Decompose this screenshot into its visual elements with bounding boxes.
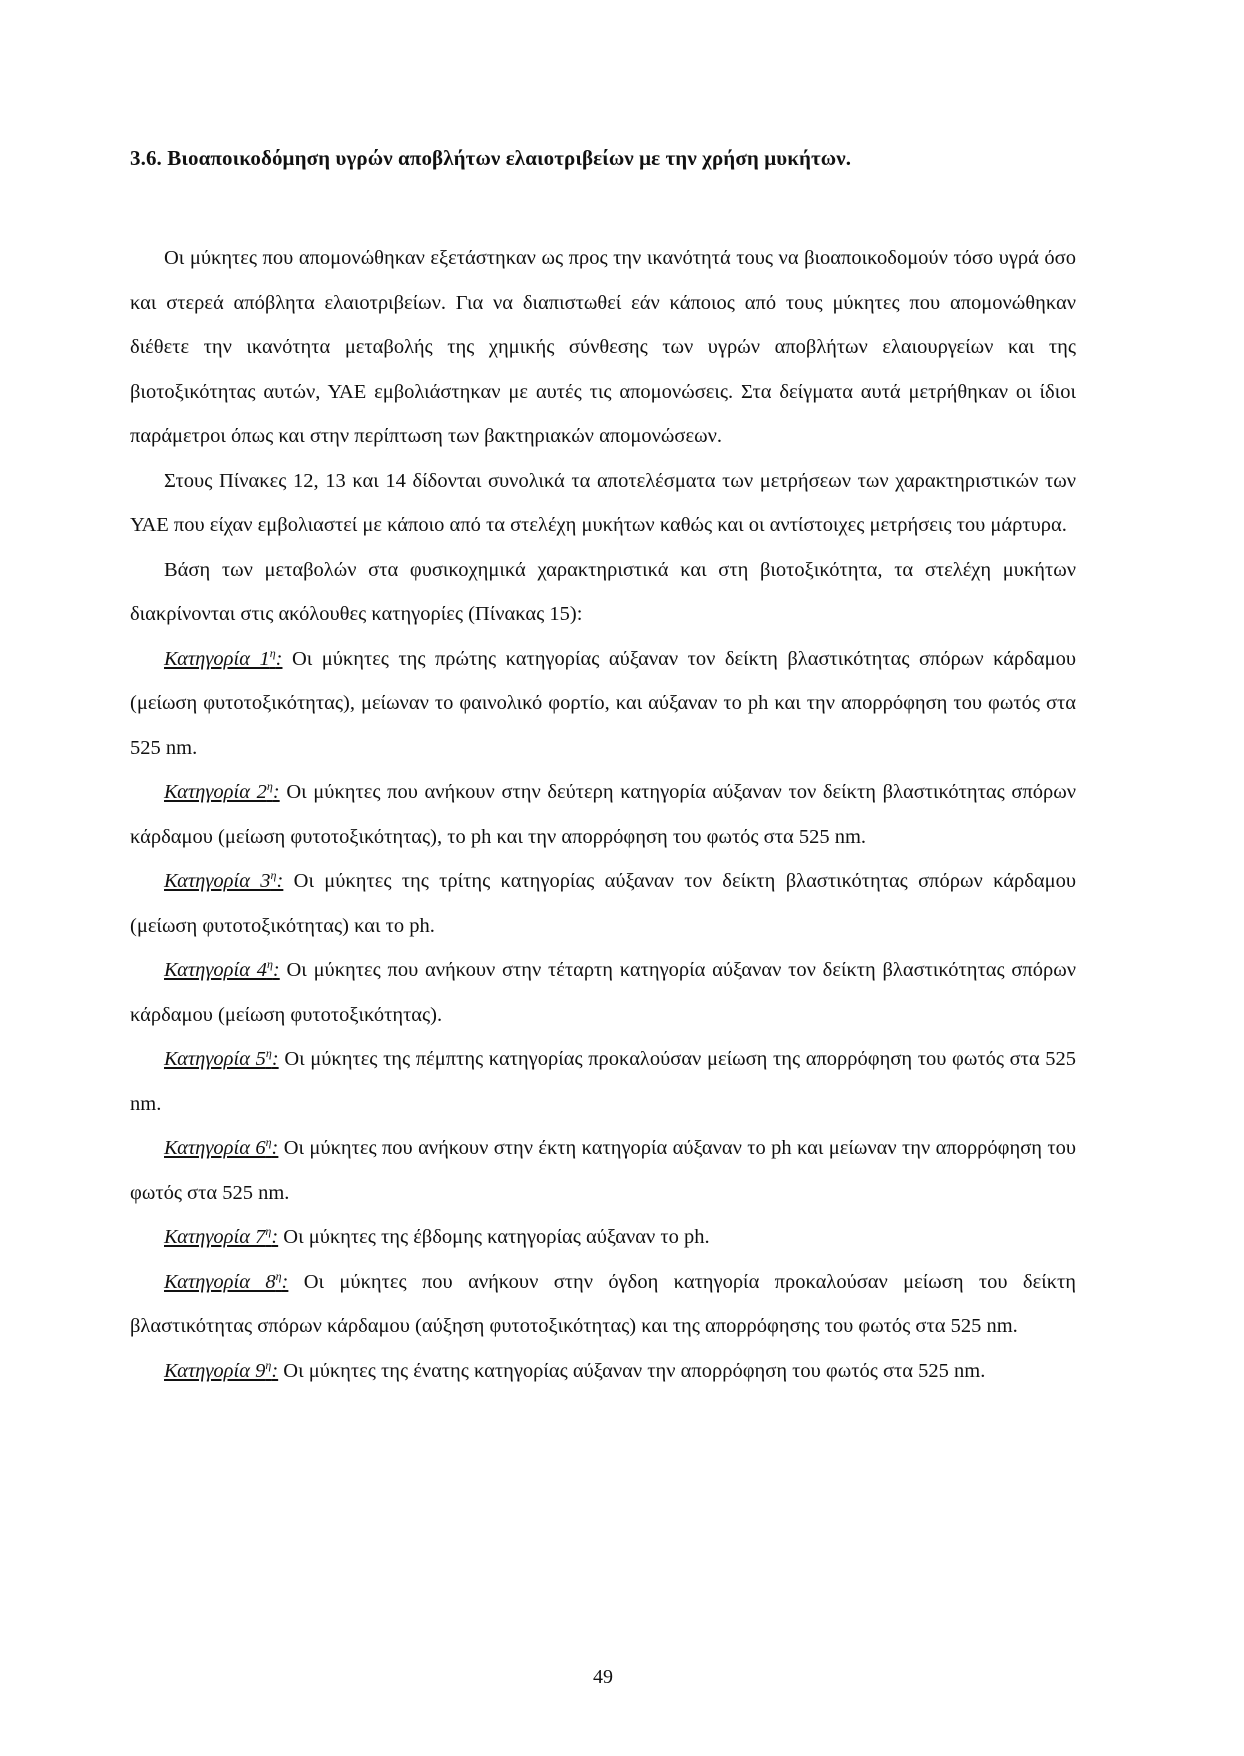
- page-number: 49: [593, 1666, 613, 1688]
- category-1: [130, 637, 1076, 771]
- category-label: Κατηγορία $8^\eta$:: [164, 1268, 289, 1293]
- paragraph-categories-intro: Βάση των μεταβολών στα φυσικοχημικά χαρακτηριστικά και στη βιοτοξικότητα, τα στελέχη μυκήτων διακρίνονται στις ακόλουθες κατηγορίες (Πίνακας 15):: [130, 558, 1076, 625]
- category-9: [130, 1349, 1076, 1394]
- category-label: Κατηγορία $2^\eta$:: [164, 779, 280, 803]
- category-4: [130, 948, 1076, 1037]
- category-text: Οι μύκητες που ανήκουν στην έκτη κατηγορία αύξαναν το ph και μείωναν την απορρόφηση του φωτός στα 525 nm.: [130, 1137, 1076, 1204]
- category-6: [130, 1126, 1076, 1215]
- paragraph-tables: Στους Πίνακες 12, 13 και 14 δίδονται συνολικά τα αποτελέσματα των μετρήσεων των χαρακτηριστικών των ΥΑΕ που είχαν εμβολιαστεί με κάποιο από τα στελέχη μυκήτων καθώς και οι αντίστοιχες μετρήσεις του μάρτυρα.: [130, 469, 1076, 536]
- category-label: Κατηγορία $3^\eta$:: [164, 868, 284, 892]
- category-text: Οι μύκητες που ανήκουν στην όγδοη κατηγορία προκαλούσαν μείωση του δείκτη βλαστικότητας σπόρων κάρδαμου (αύξηση φυτοτοξικότητας) και της απορρόφησης του φωτός στα 525 nm.: [130, 1270, 1076, 1337]
- category-2: [130, 770, 1076, 859]
- category-3: [130, 859, 1076, 948]
- category-text: Οι μύκητες που ανήκουν στην δεύτερη κατηγορία αύξαναν τον δείκτη βλαστικότητας σπόρων κάρδαμου (μείωση φυτοτοξικότητας), το ph και την απορρόφηση του φωτός στα 525 nm.: [130, 781, 1077, 848]
- category-label: Κατηγορία $4^\eta$:: [164, 957, 280, 981]
- category-7: [130, 1215, 1076, 1260]
- category-8: [130, 1260, 1076, 1349]
- category-text: Οι μύκητες που ανήκουν στην τέταρτη κατηγορία αύξαναν τον δείκτη βλαστικότητας σπόρων κάρδαμου (μείωση φυτοτοξικότητας).: [130, 959, 1076, 1026]
- body-text: [130, 236, 1076, 1393]
- paragraph-intro: Οι μύκητες που απομονώθηκαν εξετάστηκαν ως προς την ικανότητά τους να βιοαποικοδομούν τόσο υγρά όσο και στερεά απόβλητα ελαιοτριβείων. Για να διαπιστωθεί εάν κάποιος από τους μύκητες που απομονώθηκαν διέθετε την ικανότητα μεταβολής της χημικής σύνθεσης των υγρών αποβλήτων ελαιουργείων και της βιοτοξικότητας αυτών, ΥΑΕ εμβολιάστηκαν με αυτές τις απομονώσεις. Στα δείγματα αυτά μετρήθηκαν οι ίδιοι παράμετροι όπως και στην περίπτωση των βακτηριακών απομονώσεων.: [130, 247, 1076, 447]
- category-label: Κατηγορία $1^\eta$:: [164, 645, 283, 670]
- category-label: Κατηγορία $9^\eta$:: [164, 1357, 279, 1382]
- category-text: Οι μύκητες της πέμπτης κατηγορίας προκαλούσαν μείωση της απορρόφηση του φωτός στα 525 nm.: [130, 1048, 1076, 1115]
- category-5: [130, 1037, 1076, 1126]
- category-text: Οι μύκητες της ένατης κατηγορίας αύξαναν την απορρόφηση του φωτός στα 525 nm.: [283, 1359, 986, 1382]
- document-page: [130, 0, 1076, 1756]
- category-text: Οι μύκητες της πρώτης κατηγορίας αύξαναν τον δείκτη βλαστικότητας σπόρων κάρδαμου (μείωση φυτοτοξικότητας), μείωναν το φαινολικό φορτίο, και αύξαναν το ph και την απορρόφηση του φωτός στα 525 nm.: [130, 647, 1076, 759]
- category-text: Οι μύκητες της έβδομης κατηγορίας αύξαναν το ph.: [283, 1226, 710, 1248]
- category-label: Κατηγορία $5^\eta$:: [164, 1046, 279, 1070]
- category-label: Κατηγορία $7^\eta$:: [164, 1224, 279, 1248]
- category-text: Οι μύκητες της τρίτης κατηγορίας αύξαναν τον δείκτη βλαστικότητας σπόρων κάρδαμου (μείωση φυτοτοξικότητας) και το ph.: [130, 870, 1076, 937]
- category-label: Κατηγορία $6^\eta$:: [164, 1135, 279, 1159]
- section-heading: 3.6. Βιοαποικοδόμηση υγρών αποβλήτων ελαιοτριβείων με την χρήση μυκήτων.: [130, 146, 852, 170]
